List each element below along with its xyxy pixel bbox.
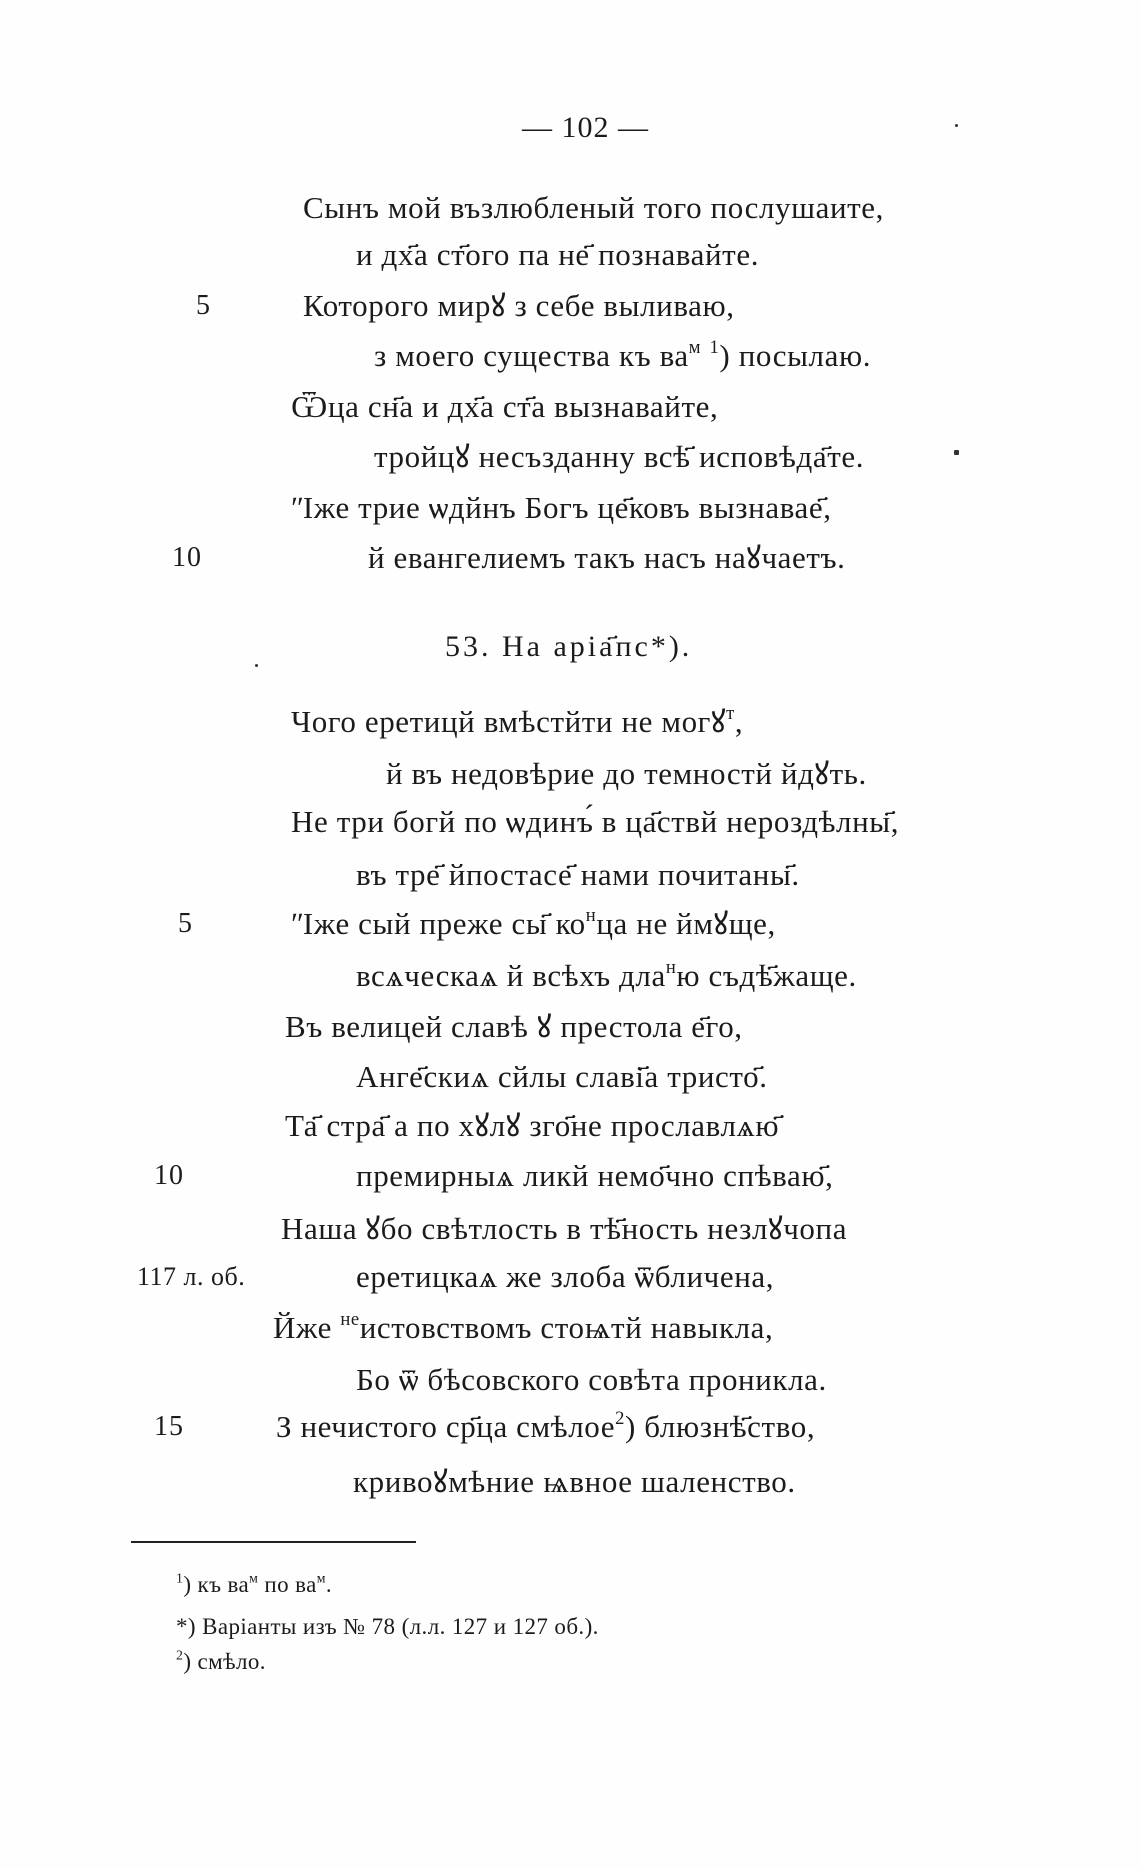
footnote-text: . [325, 1572, 333, 1597]
footnote-marker: 2 [615, 1407, 626, 1429]
footnote [176, 1648, 266, 1676]
poem-line [281, 1211, 847, 1247]
poem-line [356, 237, 759, 273]
poem-line [356, 857, 800, 893]
line-text [701, 338, 709, 373]
line-text: Ѿца сн҃а и дх҃а ст҃а вызнавайте, [291, 389, 719, 424]
line-text: Сынъ мой възлюбленый того послушаите, [303, 190, 884, 225]
superscript-letter: м [688, 336, 702, 358]
superscript-letter: н [585, 904, 597, 926]
line-text: тройцꙋ несъзданну всѣ҃ исповѣда҃те. [374, 439, 865, 474]
footnote-marker: 1 [176, 1570, 184, 1586]
line-text: кривоꙋмѣние ѩвное шаленство. [353, 1464, 796, 1499]
line-text: въ тре҃ йпостасе҃ нами почитаны҃. [356, 857, 800, 892]
footnote-text: ) къ ва [183, 1572, 250, 1597]
poem-line [374, 439, 864, 475]
line-text: всѧческаѧ й всѣхъ дла [356, 958, 666, 993]
poem-line [291, 389, 718, 425]
poem-line [303, 190, 884, 226]
line-text: Чого еретицй вмѣстйти не могꙋ [291, 704, 727, 739]
page-number: — 102 — [522, 111, 649, 144]
poem-line [303, 288, 735, 324]
footnote [176, 1613, 599, 1641]
footnote-marker: 1 [709, 336, 720, 358]
scan-speck [954, 450, 959, 455]
line-text: , [734, 704, 744, 739]
poem-line [285, 1108, 779, 1144]
poem-line [356, 958, 857, 994]
poem-line [291, 490, 832, 526]
poem-line [285, 1009, 743, 1045]
line-text: Бо ѿ бѣсовского совѣта проникла. [356, 1362, 827, 1397]
line-text: и дх҃а ст҃ого па не҃ познавайте. [356, 237, 760, 272]
line-text: Которого мирꙋ з себе выливаю, [303, 288, 735, 323]
poem-line [273, 1310, 773, 1346]
poem-line [356, 1158, 833, 1194]
line-number: 5 [196, 290, 211, 321]
line-text: Йже [273, 1310, 341, 1345]
footnote-text: по ва [258, 1572, 317, 1597]
line-text: премирныѧ ликй немо҃чно спѣваю҃, [356, 1158, 834, 1193]
line-text: Анге҃скиѧ сйлы славі҃а тристо҃. [356, 1059, 768, 1094]
line-text: й въ недовѣрие до темностй йдꙋть. [386, 756, 867, 791]
footnote-text: ) смѣло. [183, 1649, 266, 1674]
superscript-letter: м [316, 1570, 326, 1586]
line-text: ) блюзнѣ҃ство, [625, 1409, 816, 1444]
section-heading: 53. На аріа҃пс*). [445, 630, 693, 663]
line-text: еретицкаѧ же злоба ѿбличена, [356, 1259, 775, 1294]
superscript-letter: н [665, 956, 677, 978]
footnote-divider [131, 1541, 416, 1543]
line-text: ʺІже сый преже сы҃ ко [291, 906, 586, 941]
line-text: истовствомъ стоѩтй навыкла, [359, 1310, 774, 1345]
line-text: ) посылаю. [719, 338, 872, 373]
line-text: Не три богй по ѡдинъ́ в ца҃ствй нероздѣлны҃, [291, 804, 900, 839]
line-number: 10 [172, 542, 202, 573]
poem-line [291, 704, 743, 740]
line-text: ю съдѣ҃жаще. [676, 958, 857, 993]
poem-line [356, 1362, 827, 1398]
line-text: Та҃ стра҃ а по хꙋлꙋ зго҃не прославлѧю҃ [285, 1108, 780, 1143]
line-number: 10 [154, 1160, 184, 1191]
superscript-letter: т [726, 702, 735, 724]
footnote [176, 1571, 332, 1599]
poem-line [374, 338, 871, 374]
superscript-letter: не [340, 1308, 360, 1330]
superscript-letter: м [249, 1570, 259, 1586]
line-text: З нечистого ср҃ца смѣлое [276, 1409, 616, 1444]
line-number: 5 [178, 908, 193, 939]
poem-line [356, 1059, 768, 1095]
scan-speck [955, 124, 958, 127]
scan-speck [255, 664, 258, 667]
poem-line [276, 1409, 815, 1445]
line-text: Въ велицей славѣ ꙋ престола е҃го, [285, 1009, 743, 1044]
poem-line [356, 1259, 774, 1295]
footnote-text: *) Варіанты изъ № 78 (л.л. 127 и 127 об.). [176, 1614, 599, 1639]
line-text: ʺІже трие ѡдйнъ Богъ це҃ковъ вызнавае҃, [291, 490, 832, 525]
line-text: Наша ꙋбо свѣтлость в тѣ҃ность незлꙋчопа [281, 1211, 848, 1246]
poem-line [291, 906, 776, 942]
line-text: й евангелиемъ такъ насъ наꙋчаетъ. [368, 540, 846, 575]
footnote-marker: 2 [176, 1647, 184, 1663]
poem-line [386, 756, 867, 792]
folio-marker: 117 л. об. [137, 1262, 246, 1291]
line-text: ца не ймꙋще, [596, 906, 776, 941]
line-text: з моего существа къ ва [374, 338, 689, 373]
line-number: 15 [154, 1411, 184, 1442]
poem-line [368, 540, 846, 576]
poem-line [353, 1464, 796, 1500]
poem-line [291, 804, 899, 840]
